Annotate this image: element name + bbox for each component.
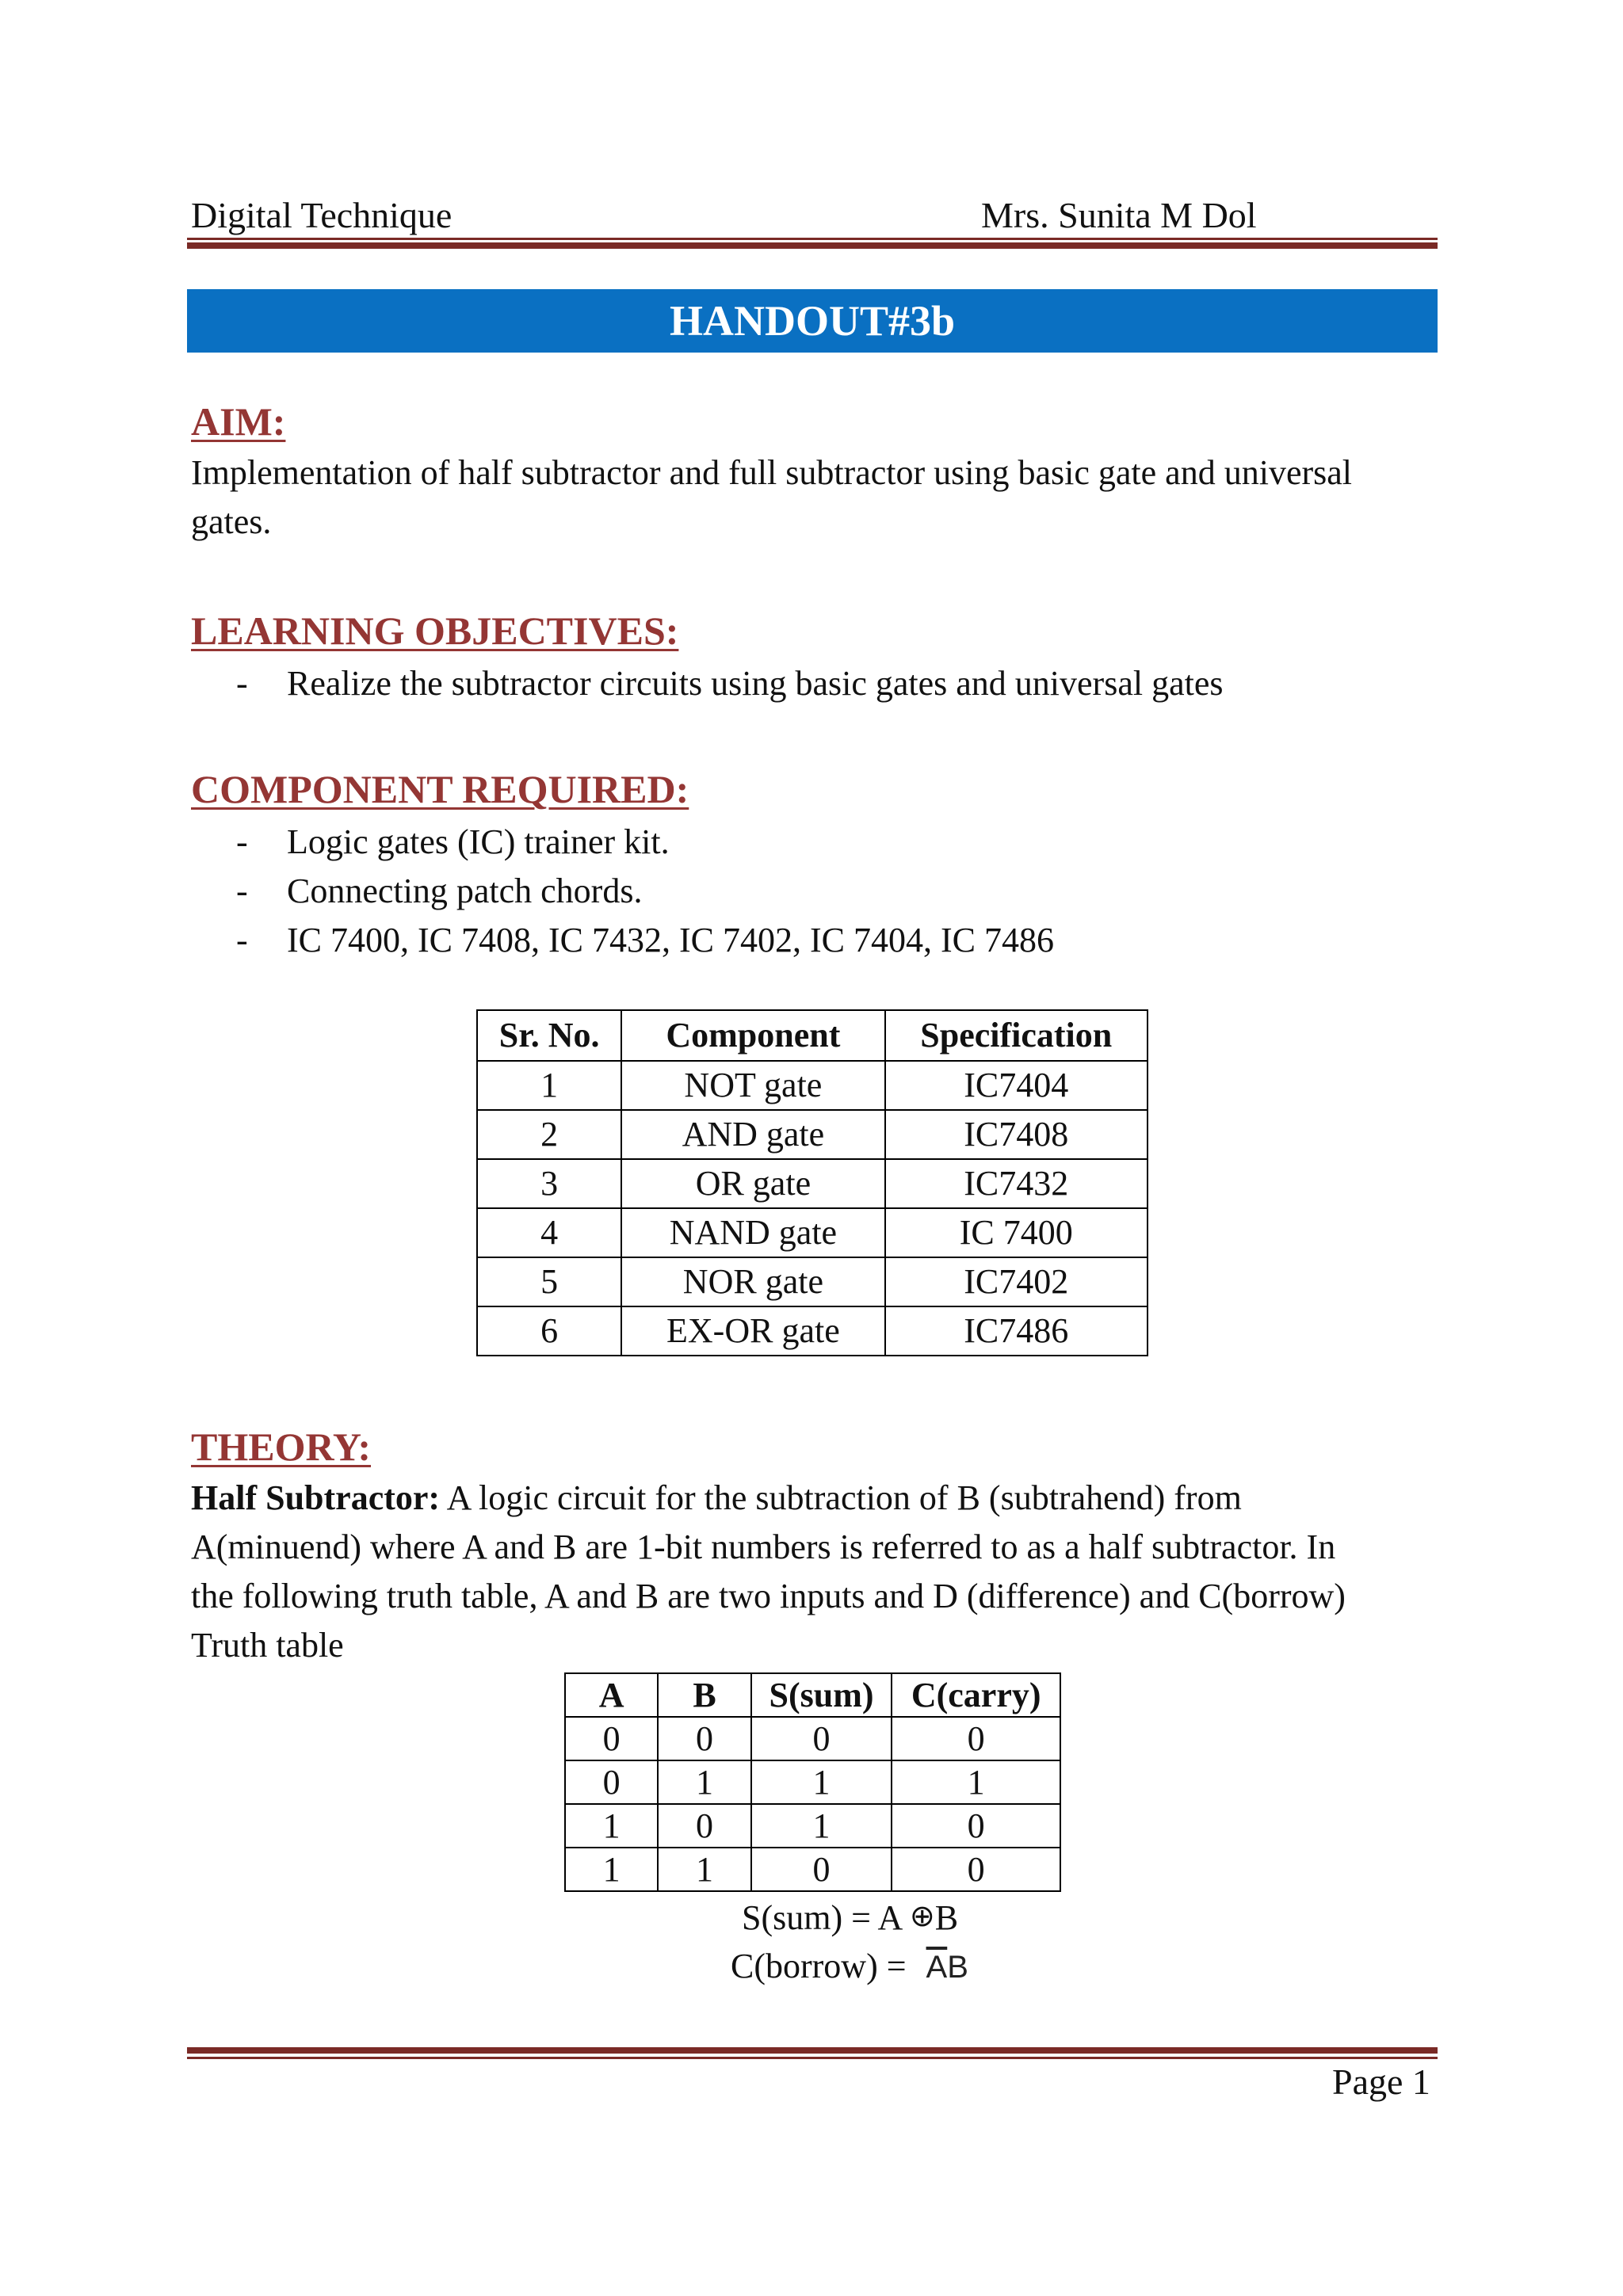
table-row [565, 1804, 1060, 1848]
components-bullet-3: - [236, 921, 248, 959]
component-table [476, 1009, 1148, 1356]
objectives-item-1: Realize the subtractor circuits using basic gates and universal gates [287, 664, 1224, 703]
table-cell: 0 [658, 1717, 750, 1760]
theory-text-line-3: the following truth table, A and B are two inputs and D (difference) and C(borrow) [191, 1577, 1346, 1615]
table-row [477, 1159, 1148, 1208]
footer-rule-thick [187, 2047, 1438, 2054]
table-cell: 5 [477, 1257, 621, 1306]
header-course-title: Digital Technique [191, 195, 453, 235]
table-cell: EX-OR gate [621, 1306, 884, 1356]
table-row [477, 1257, 1148, 1306]
table-cell: 0 [565, 1760, 658, 1804]
table-cell: 2 [477, 1110, 621, 1159]
table-cell: NOT gate [621, 1061, 884, 1110]
table-cell: 1 [565, 1804, 658, 1848]
table-cell: 0 [658, 1804, 750, 1848]
table-row [477, 1061, 1148, 1110]
table-cell: 0 [892, 1848, 1060, 1891]
components-bullet-1: - [236, 822, 248, 861]
table-cell: 1 [751, 1804, 892, 1848]
table-cell: AND gate [621, 1110, 884, 1159]
table-cell: IC 7400 [885, 1208, 1148, 1257]
truth-table-header-carry: C(carry) [892, 1673, 1060, 1717]
borrow-formula [731, 1943, 968, 1991]
objectives-bullet-1: - [236, 664, 248, 703]
table-row [477, 1110, 1148, 1159]
table-cell: 1 [658, 1760, 750, 1804]
truth-table [564, 1672, 1061, 1892]
table-cell: 3 [477, 1159, 621, 1208]
borrow-a-complement: A [926, 1950, 948, 1985]
aim-heading: AIM: [191, 399, 286, 444]
table-row [477, 1208, 1148, 1257]
table-cell: IC7404 [885, 1061, 1148, 1110]
sum-formula-left: S(sum) = A [742, 1898, 910, 1937]
table-row [565, 1760, 1060, 1804]
theory-heading: THEORY: [191, 1425, 372, 1469]
table-cell: 6 [477, 1306, 621, 1356]
components-bullet-2: - [236, 871, 248, 910]
table-cell: 4 [477, 1208, 621, 1257]
theory-text-line-2: A(minuend) where A and B are 1-bit numbers is referred to as a half subtractor. In [191, 1527, 1336, 1566]
footer-rule-thin [187, 2057, 1438, 2059]
table-cell: IC7408 [885, 1110, 1148, 1159]
header-author: Mrs. Sunita M Dol [981, 195, 1257, 235]
sum-formula [742, 1892, 958, 1942]
table-row [477, 1306, 1148, 1356]
truth-table-header-a: A [565, 1673, 658, 1717]
borrow-expression [926, 1950, 968, 1985]
components-item-1: Logic gates (IC) trainer kit. [287, 822, 670, 861]
components-heading: COMPONENT REQUIRED: [191, 767, 689, 811]
header-rule-thick [187, 242, 1438, 249]
theory-text-line-1 [191, 1474, 1435, 1523]
table-cell: 0 [892, 1717, 1060, 1760]
aim-text-line-2: gates. [191, 502, 272, 541]
truth-table-header-b: B [658, 1673, 750, 1717]
component-table-header-srno: Sr. No. [477, 1010, 621, 1061]
objectives-heading: LEARNING OBJECTIVES: [191, 608, 679, 653]
components-item-2: Connecting patch chords. [287, 871, 643, 910]
borrow-formula-left: C(borrow) = [731, 1947, 915, 1985]
truth-table-header-sum: S(sum) [751, 1673, 892, 1717]
table-cell: NOR gate [621, 1257, 884, 1306]
table-cell: 1 [892, 1760, 1060, 1804]
component-table-header-component: Component [621, 1010, 884, 1061]
components-item-3: IC 7400, IC 7408, IC 7432, IC 7402, IC 7404, IC 7486 [287, 921, 1054, 959]
header-rule-thin [187, 238, 1438, 240]
table-cell: IC7486 [885, 1306, 1148, 1356]
component-table-header-specification: Specification [885, 1010, 1148, 1061]
table-cell: 1 [565, 1848, 658, 1891]
table-cell: 1 [658, 1848, 750, 1891]
half-subtractor-label: Half Subtractor: [191, 1478, 441, 1517]
table-cell: 0 [565, 1717, 658, 1760]
borrow-b: B [947, 1950, 968, 1985]
table-cell: 1 [477, 1061, 621, 1110]
table-cell: 0 [751, 1717, 892, 1760]
theory-text-line-4: Truth table [191, 1626, 344, 1665]
table-cell: 0 [892, 1804, 1060, 1848]
table-cell: 0 [751, 1848, 892, 1891]
component-table-header-row [477, 1010, 1148, 1061]
table-cell: IC7432 [885, 1159, 1148, 1208]
theory-line-1-rest: A logic circuit for the subtraction of B (subtrahend) from [446, 1478, 1242, 1517]
table-cell: 1 [751, 1760, 892, 1804]
truth-table-header-row [565, 1673, 1060, 1717]
aim-text-line-1: Implementation of half subtractor and full subtractor using basic gate and universal [191, 453, 1352, 492]
table-row [565, 1848, 1060, 1891]
table-cell: NAND gate [621, 1208, 884, 1257]
table-cell: OR gate [621, 1159, 884, 1208]
sum-formula-right: B [934, 1898, 959, 1937]
page-number: Page 1 [1332, 2061, 1430, 2102]
table-row [565, 1717, 1060, 1760]
table-cell: IC7402 [885, 1257, 1148, 1306]
handout-banner: HANDOUT#3b [187, 289, 1438, 353]
xor-operator: ⊕ [909, 1898, 935, 1933]
